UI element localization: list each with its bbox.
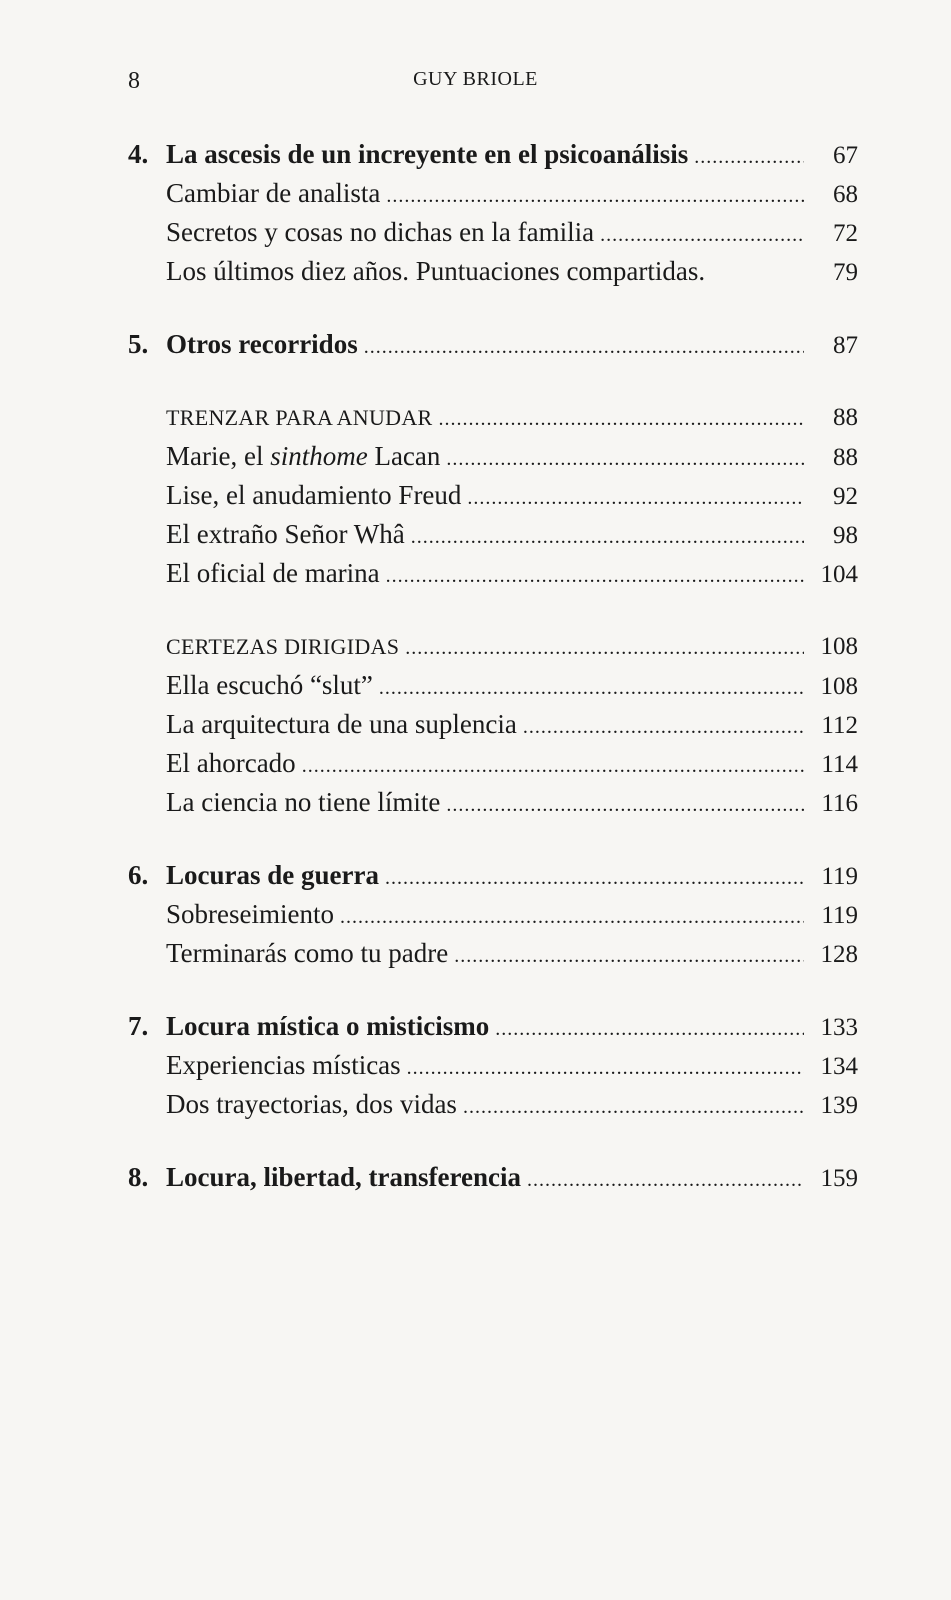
dot-leader [446, 786, 804, 825]
dot-leader [600, 216, 804, 255]
entry-title: Dos trayectorias, dos vidas [166, 1089, 457, 1119]
running-title: GUY BRIOLE [413, 68, 538, 90]
dot-leader [523, 708, 804, 747]
dot-leader [439, 400, 805, 439]
dot-leader [463, 1088, 804, 1127]
dot-leader [340, 898, 804, 937]
chapter-title: Locura, libertad, transferencia [166, 1162, 521, 1192]
dot-leader [407, 1049, 804, 1088]
toc-entry [128, 705, 858, 744]
chapter-title: Otros recorridos [166, 329, 358, 359]
dot-leader [527, 1161, 804, 1200]
toc-entry [128, 895, 858, 934]
toc-entry [128, 744, 858, 783]
dot-leader [411, 518, 804, 557]
toc-chapter-7 [128, 1007, 858, 1046]
entry-page: 139 [820, 1092, 858, 1119]
toc-section-certezas [128, 627, 858, 666]
chapter-number: 7. [128, 1011, 149, 1041]
toc-chapter-5 [128, 325, 858, 364]
entry-page: 134 [820, 1053, 858, 1080]
dot-leader [495, 1010, 804, 1049]
toc-entry [128, 252, 858, 291]
chapter-page: 119 [821, 863, 858, 890]
chapter-title: Locuras de guerra [166, 860, 379, 890]
toc-entry [128, 213, 858, 252]
entry-title: Experiencias místicas [166, 1050, 401, 1080]
section-title: TRENZAR PARA ANUDAR [166, 405, 433, 430]
toc-chapter-6 [128, 856, 858, 895]
entry-page: 119 [821, 902, 858, 929]
chapter-number: 5. [128, 329, 149, 359]
entry-page: 79 [833, 259, 858, 286]
dot-leader [386, 557, 804, 596]
dot-leader [385, 859, 804, 898]
entry-title: Los últimos diez años. Puntuaciones compartidas. [166, 256, 706, 286]
entry-title: El oficial de marina [166, 558, 380, 588]
entry-page: 108 [820, 673, 858, 700]
toc-entry [128, 1085, 858, 1124]
dot-leader [364, 328, 804, 367]
dot-leader [302, 747, 804, 786]
section-page: 88 [833, 404, 858, 431]
dot-leader [386, 177, 804, 216]
entry-page: 92 [833, 483, 858, 510]
dot-leader [694, 138, 804, 177]
toc-entry [128, 934, 858, 973]
page-number: 8 [128, 68, 140, 94]
chapter-title: La ascesis de un increyente en el psicoanálisis [166, 139, 689, 169]
toc-entry [128, 554, 858, 593]
entry-title: Terminarás como tu padre [166, 938, 449, 968]
entry-page: 88 [833, 444, 858, 471]
section-title: CERTEZAS DIRIGIDAS [166, 634, 400, 659]
entry-page: 112 [821, 712, 858, 739]
toc-entry [128, 174, 858, 213]
entry-title: Ella escuchó “slut” [166, 670, 373, 700]
section-page: 108 [820, 633, 858, 660]
chapter-number: 6. [128, 860, 149, 890]
entry-page: 72 [833, 220, 858, 247]
chapter-number: 8. [128, 1162, 149, 1192]
toc-entry [128, 437, 858, 476]
toc-entry [128, 666, 858, 705]
entry-title: La ciencia no tiene límite [166, 787, 441, 817]
entry-title: Marie, el sinthome Lacan [166, 441, 441, 471]
entry-title: Secretos y cosas no dichas en la familia [166, 217, 595, 247]
entry-title: El extraño Señor Whâ [166, 519, 405, 549]
entry-title: La arquitectura de una suplencia [166, 709, 517, 739]
toc-entry [128, 476, 858, 515]
chapter-number: 4. [128, 139, 149, 169]
entry-title: Cambiar de analista [166, 178, 381, 208]
entry-page: 114 [821, 751, 858, 778]
chapter-page: 67 [833, 142, 858, 169]
chapter-page: 133 [820, 1014, 858, 1041]
dot-leader [405, 629, 804, 668]
toc-chapter-4 [128, 135, 858, 174]
chapter-page: 87 [833, 332, 858, 359]
entry-page: 116 [821, 790, 858, 817]
dot-leader [467, 479, 804, 518]
entry-page: 104 [820, 561, 858, 588]
entry-title: Sobreseimiento [166, 899, 334, 929]
dot-leader [379, 669, 804, 708]
table-of-contents [128, 135, 858, 1197]
toc-entry [128, 515, 858, 554]
dot-leader [454, 937, 804, 976]
entry-title: Lise, el anudamiento Freud [166, 480, 462, 510]
entry-page: 68 [833, 181, 858, 208]
entry-title: El ahorcado [166, 748, 296, 778]
toc-section-trenzar [128, 398, 858, 437]
chapter-page: 159 [820, 1165, 858, 1192]
entry-page: 128 [820, 941, 858, 968]
dot-leader [446, 440, 804, 479]
toc-entry [128, 783, 858, 822]
chapter-title: Locura mística o misticismo [166, 1011, 490, 1041]
entry-page: 98 [833, 522, 858, 549]
toc-chapter-8 [128, 1158, 858, 1197]
toc-entry [128, 1046, 858, 1085]
